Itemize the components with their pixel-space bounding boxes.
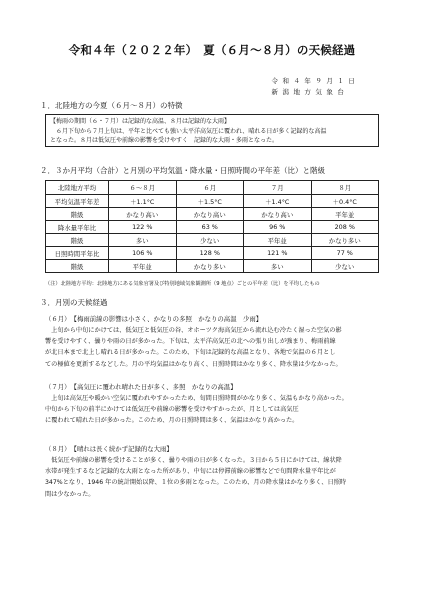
table-cell: かなり多い [311,234,379,247]
table-cell: 121 % [244,247,312,260]
table-header-cell: ８月 [311,181,379,195]
table-cell: 122 % [109,221,177,234]
row-label: 降水量平年比 [46,221,109,234]
row-label: 階級 [46,208,109,221]
table-cell: 平年並 [109,260,177,273]
table-row [46,208,379,221]
table-cell: ＋0.4°C [311,195,379,208]
july-heading: （７月） 【高気圧に覆われ晴れた日が多く、多照 かなりの高温】 [45,383,237,391]
table-cell: かなり高い [176,208,244,221]
text-line: 低気圧や前線の影響を受けることが多く、曇りや雨の日が多くなった。３日から５日にかけては、線状降 [45,457,342,464]
table-row [46,221,379,234]
table-cell: 少ない [311,260,379,273]
summary-box [45,114,379,147]
august-text [45,455,385,500]
table-cell: 77 % [311,247,379,260]
table-header-cell: ６月 [176,181,244,195]
summary-line: 【梅雨の期間（６・７月）は記録的な高温、８月は記録的な大雨】 [50,118,231,125]
table-header-cell: ７月 [244,181,312,195]
table-row [46,247,379,260]
summary-line: となった。８月は低気圧や前線の影響を受けやすく 記録的な大雨・多雨となった。 [50,137,279,144]
page-title: 令和４年（２０２２年） 夏（６月～８月）の天候経過 [68,43,356,57]
text-line: 間は少なかった。 [45,490,95,498]
text-line: が北日本まで北上し晴れる日が多かった。このため、下旬は記録的な高温となり、各地で気温の６月とし [45,349,336,357]
table-header-cell: 北陸地方平均 [46,181,109,195]
summary-line: ６月下旬から７月上旬は、平年と比べても強い太平洋高気圧に覆われ、晴れる日が多く記録的な高温 [50,127,327,135]
row-label: 平均気温平年差 [46,195,109,208]
table-cell: ＋1.4°C [244,195,312,208]
issue-date: 令 和 ４ 年 ９ 月 １ 日 [271,77,356,85]
table-header-cell: ６～８月 [109,181,177,195]
issuer: 新 潟 地 方 気 象 台 [271,88,346,96]
table-cell: 多い [244,260,312,273]
table-cell: 106 % [109,247,177,260]
table-cell: ＋1.5°C [176,195,244,208]
row-label: 階級 [46,234,109,247]
section2-heading: ２．３か月平均（合計）と月別の平均気温・降水量・日照時間の平年差（比）と階級 [40,166,325,175]
row-label: 日照時間平年比 [46,247,109,260]
text-line: 上旬から中旬にかけては、低気圧と低気圧の谷、オホーツク海高気圧から流れ込む冷たく湿った空気の影 [45,327,342,334]
section3-heading: ３．月別の天候経過 [40,298,108,307]
table-header-row [46,181,379,195]
table-row [46,234,379,247]
july-text [45,393,385,427]
table-cell: 208 % [311,221,379,234]
june-heading: （６月） 【梅雨前線の影響は小さく、かなりの多照 かなりの高温 少雨】 [45,315,263,323]
june-text [45,325,385,370]
text-line: 中旬から下旬の前半にかけては低気圧や前線の影響を受けやすかったが、月としては高気圧 [45,406,299,414]
table-row [46,260,379,273]
table-cell: かなり高い [244,208,312,221]
climate-table [45,180,379,273]
august-heading: （８月） 【晴れは長く続かず記録的な大雨】 [45,445,173,453]
table-cell: 96 % [244,221,312,234]
issue-info [272,76,356,98]
table-cell: かなり多い [176,260,244,273]
table-cell: 平年並 [311,208,379,221]
table-cell: 少ない [176,234,244,247]
text-line: に覆われて晴れた日が多かった。このため、月の日照時間は多く、気温はかなり高かった。 [45,417,299,425]
table-cell: 128 % [176,247,244,260]
table-cell: かなり高い [109,208,177,221]
table-cell: 多い [109,234,177,247]
text-line: 水帯が発生するなど記録的な大雨となった所があり、中旬には停滞前線の影響などで旬間降水量平年比が [45,468,336,476]
table-row [46,195,379,208]
text-line: ての極値を更新するなどした。月の平均気温はかなり高く、日照時間はかなり多く、降水量は少なかった。 [45,360,342,368]
table-cell: 平年並 [244,234,312,247]
text-line: 上旬は高気圧や暖かい空気に覆われやすかったため、旬間日照時間がかなり多く、気温もかなり高かった。 [45,395,348,402]
table-note: （注）北陸地方平均：北陸地方にある気象官署及び特別地域気象観測所（9 地点）ごとの平年差（比）を平均したもの [45,281,320,287]
text-line: 響を受けやすく、曇りや雨の日が多かった。下旬は、太平洋高気圧の北への張り出しが強まり、梅雨前線 [45,338,336,346]
text-line: 347%となり、1946 年の統計開始以降、１位の多雨となった。このため、月の降水量はかなり多く、日照時 [45,479,347,487]
table-cell: 63 % [176,221,244,234]
section1-heading: １．北陸地方の今夏（６月～８月）の特徴 [40,101,183,110]
table-cell: ＋1.1°C [109,195,177,208]
row-label: 階級 [46,260,109,273]
